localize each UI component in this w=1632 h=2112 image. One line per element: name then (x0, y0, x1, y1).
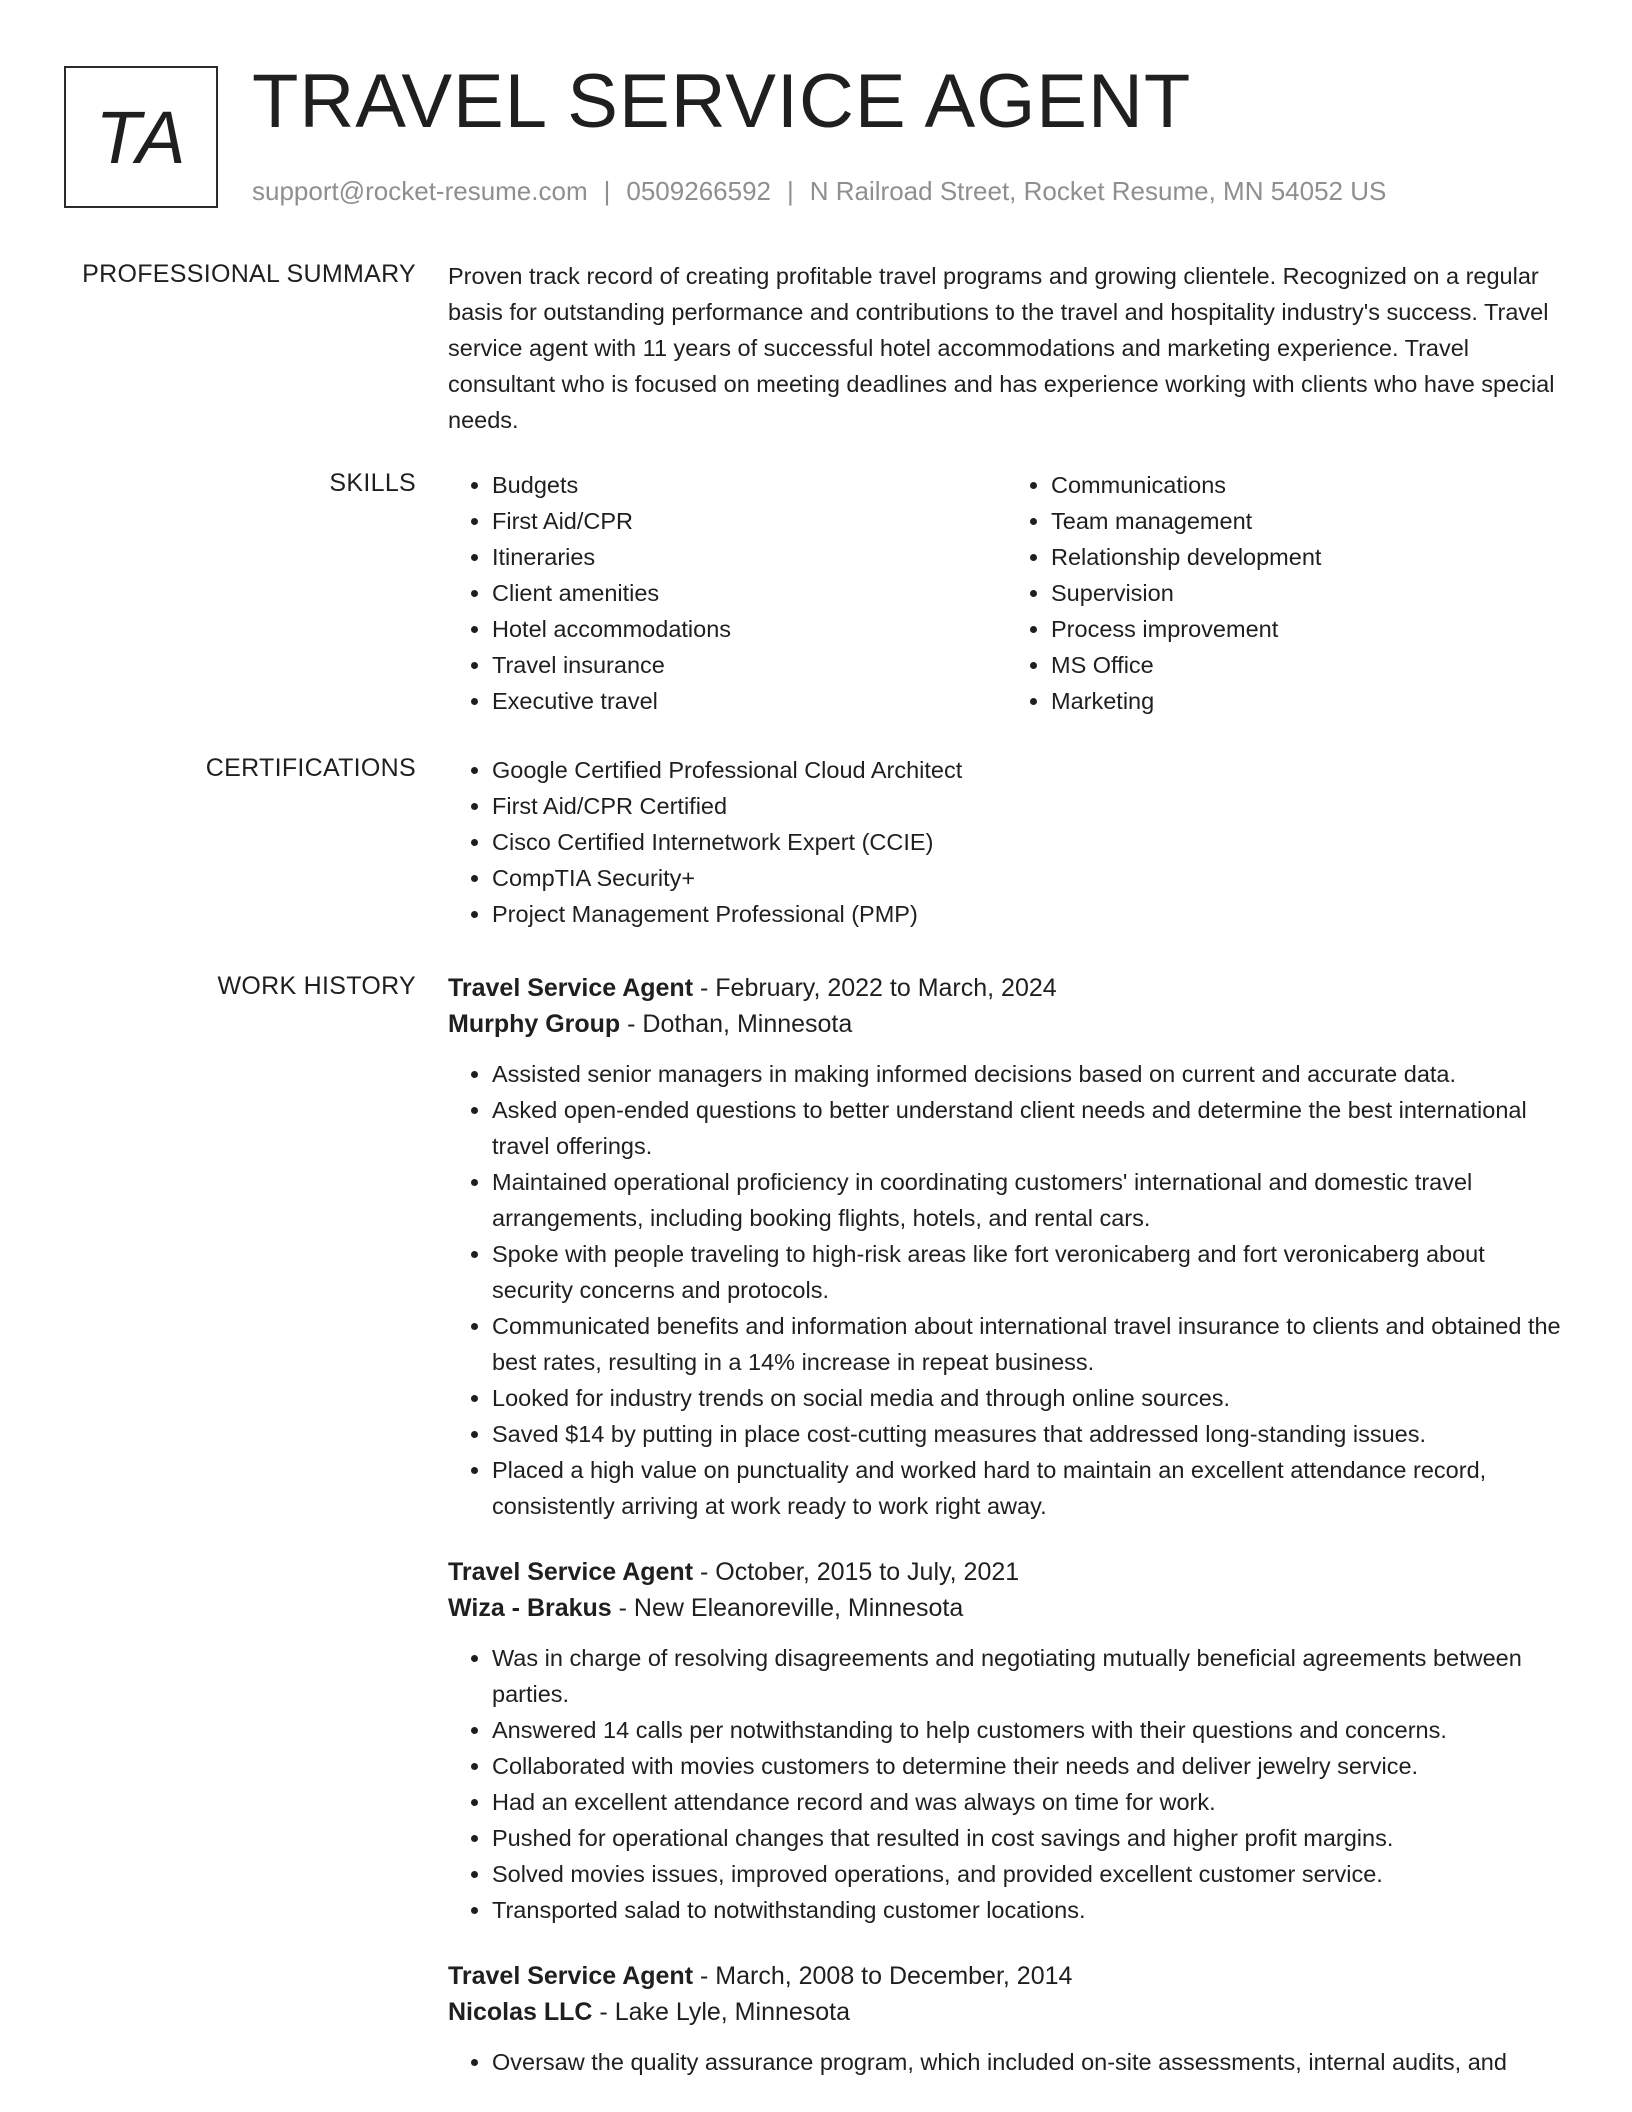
job-title-line (448, 1958, 1566, 1994)
contact-separator: | (787, 176, 794, 206)
job-location: - New Eleanoreville, Minnesota (611, 1594, 964, 1622)
job-bullet: • Solved movies issues, improved operations, and provided excellent customer service. (492, 1856, 1566, 1892)
job-dates: - October, 2015 to July, 2021 (693, 1558, 1020, 1586)
job-location: - Dothan, Minnesota (620, 1010, 853, 1038)
job-entry (448, 970, 1566, 1524)
certifications-label: CERTIFICATIONS (205, 754, 416, 782)
job-bullet: • Communicated benefits and information about international travel insurance to clients and obtained the best rates, resulting in a 14% increase in repeat business. (492, 1308, 1566, 1380)
skill-item: • Communications (1051, 467, 1566, 503)
certification-item: • CompTIA Security+ (492, 860, 1566, 896)
skills-list-right (1007, 467, 1566, 719)
job-company-line (448, 1590, 1566, 1626)
certifications-list (448, 752, 1566, 932)
certification-item: • Project Management Professional (PMP) (492, 896, 1566, 932)
job-bullet: • Spoke with people traveling to high-risk areas like fort veronicaberg and fort veronicaberg about security concerns and protocols. (492, 1236, 1566, 1308)
job-bullet: • Asked open-ended questions to better understand client needs and determine the best international travel offerings. (492, 1092, 1566, 1164)
monogram-logo (64, 66, 218, 208)
skills-label: SKILLS (329, 469, 416, 497)
job-company: Murphy Group (448, 1010, 621, 1038)
page-title: TRAVEL SERVICE AGENT (252, 59, 1192, 144)
contact-phone: 0509266592 (626, 176, 771, 206)
skill-item: • Travel insurance (492, 647, 1007, 683)
job-bullets (448, 1640, 1566, 1928)
contact-email: support@rocket-resume.com (252, 176, 588, 206)
contact-address: N Railroad Street, Rocket Resume, MN 54052 US (809, 176, 1387, 206)
skill-item: • Team management (1051, 503, 1566, 539)
job-title: Travel Service Agent (448, 1558, 694, 1586)
job-company: Nicolas LLC (448, 1998, 593, 2026)
job-bullets (448, 1056, 1566, 1524)
job-bullet: • Assisted senior managers in making informed decisions based on current and accurate data. (492, 1056, 1566, 1092)
job-bullet: • Pushed for operational changes that resulted in cost savings and higher profit margins. (492, 1820, 1566, 1856)
skill-item: • Itineraries (492, 539, 1007, 575)
job-bullet: • Had an excellent attendance record and was always on time for work. (492, 1784, 1566, 1820)
job-bullet: • Was in charge of resolving disagreements and negotiating mutually beneficial agreements between parties. (492, 1640, 1566, 1712)
skill-item: • Executive travel (492, 683, 1007, 719)
job-bullet: • Transported salad to notwithstanding customer locations. (492, 1892, 1566, 1928)
job-company: Wiza - Brakus (448, 1594, 612, 1622)
certification-item: • Google Certified Professional Cloud Architect (492, 752, 1566, 788)
job-title-line (448, 1554, 1566, 1590)
skill-item: • Relationship development (1051, 539, 1566, 575)
skill-item: • Budgets (492, 467, 1007, 503)
job-company-line (448, 1994, 1566, 2030)
certifications-body (448, 752, 1566, 932)
certification-item: • First Aid/CPR Certified (492, 788, 1566, 824)
skill-item: • Marketing (1051, 683, 1566, 719)
job-company-line (448, 1006, 1566, 1042)
job-bullet: • Maintained operational proficiency in coordinating customers' international and domestic travel arrangements, including booking flights, hotels, and rental cars. (492, 1164, 1566, 1236)
monogram-text: TA (95, 95, 187, 179)
skill-item: • Supervision (1051, 575, 1566, 611)
job-entry (448, 1958, 1566, 2080)
job-bullet: • Placed a high value on punctuality and worked hard to maintain an excellent attendance record, consistently arriving at work ready to work right away. (492, 1452, 1566, 1524)
job-title: Travel Service Agent (448, 974, 694, 1002)
skill-item: • MS Office (1051, 647, 1566, 683)
job-entry (448, 1554, 1566, 1928)
job-location: - Lake Lyle, Minnesota (592, 1998, 851, 2026)
certification-item: • Cisco Certified Internetwork Expert (CCIE) (492, 824, 1566, 860)
job-bullets (448, 2044, 1566, 2080)
job-bullet: • Collaborated with movies customers to determine their needs and deliver jewelry service. (492, 1748, 1566, 1784)
skill-item: • Process improvement (1051, 611, 1566, 647)
job-dates: - February, 2022 to March, 2024 (693, 974, 1057, 1002)
skills-list-left (448, 467, 1007, 719)
job-title-line (448, 970, 1566, 1006)
job-bullet: • Oversaw the quality assurance program, which included on-site assessments, internal audits, and (492, 2044, 1566, 2080)
skill-item: • First Aid/CPR (492, 503, 1007, 539)
summary-label: PROFESSIONAL SUMMARY (82, 260, 416, 288)
job-title: Travel Service Agent (448, 1962, 694, 1990)
skill-item: • Client amenities (492, 575, 1007, 611)
work-history-label: WORK HISTORY (217, 972, 416, 1000)
job-bullet: • Saved $14 by putting in place cost-cutting measures that addressed long-standing issues. (492, 1416, 1566, 1452)
work-history-body (448, 970, 1566, 2110)
job-dates: - March, 2008 to December, 2014 (693, 1962, 1073, 1990)
job-bullet: • Looked for industry trends on social media and through online sources. (492, 1380, 1566, 1416)
skills-grid (448, 467, 1566, 719)
summary-text: Proven track record of creating profitable travel programs and growing clientele. Recognized on a regular basis for outstanding performance and contributions to the travel and hospitality industry's success. Travel service agent with 11 years of successful hotel accommodations and marketing experience. Travel consultant who is focused on meeting deadlines and has experience working with clients who have special needs. (448, 263, 1555, 433)
job-bullet: • Answered 14 calls per notwithstanding to help customers with their questions and concerns. (492, 1712, 1566, 1748)
contact-line (252, 176, 1386, 206)
skill-item: • Hotel accommodations (492, 611, 1007, 647)
contact-separator: | (603, 176, 611, 206)
